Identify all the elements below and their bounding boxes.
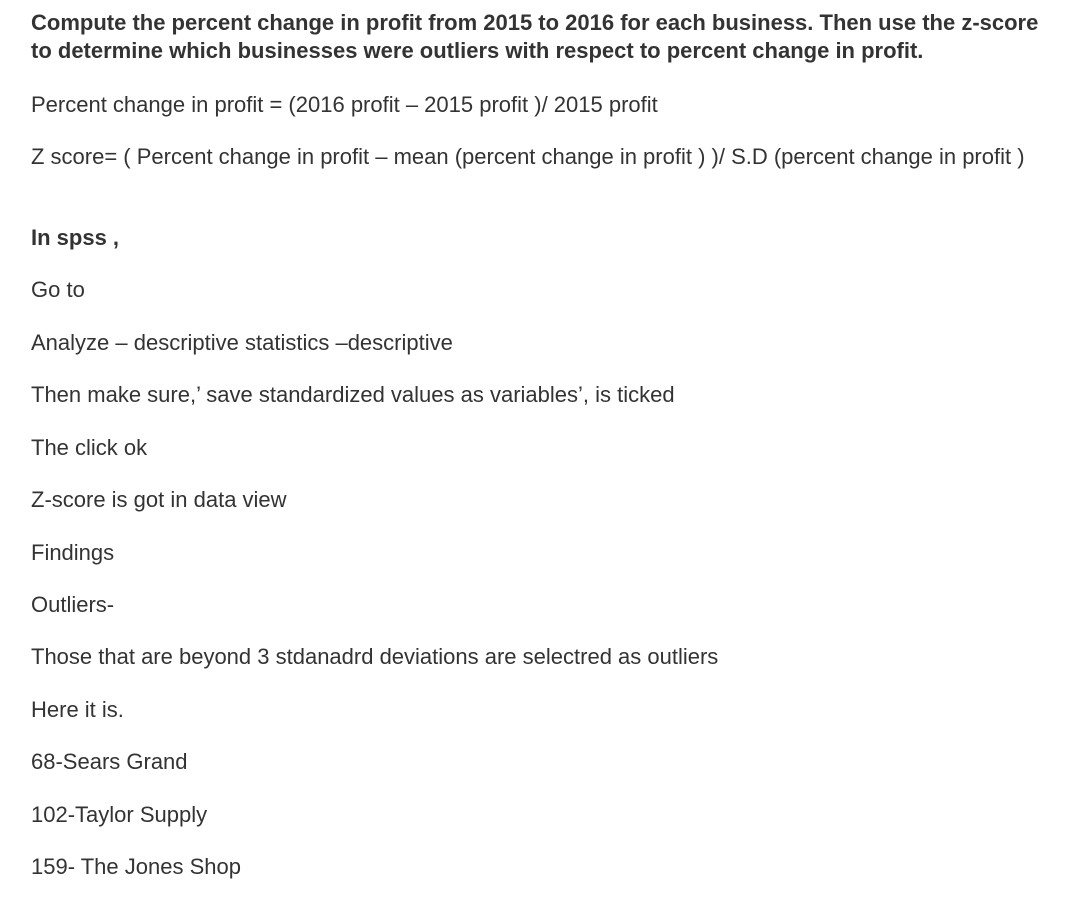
outlier-item: 159- The Jones Shop (31, 854, 241, 879)
z-score-formula: Z score= ( Percent change in profit – mean (percent change in profit ) )/ S.D (percent change in profit ) (31, 144, 1025, 169)
z-score-location-text: Z-score is got in data view (31, 487, 287, 512)
menu-path-text: Analyze – descriptive statistics –descriptive (31, 330, 453, 355)
question-heading: Compute the percent change in profit from 2015 to 2016 for each business. Then use the z-score to determine which businesses were outliers with respect to percent change in profit. (31, 10, 1039, 63)
findings-heading: Findings (31, 540, 115, 565)
here-it-is-text: Here it is. (31, 697, 124, 722)
percent-change-formula: Percent change in profit = (2016 profit – 2015 profit )/ 2015 profit (31, 92, 658, 117)
spss-heading: In spss , (31, 225, 120, 250)
outlier-item: 102-Taylor Supply (31, 802, 208, 827)
outlier-rule-text: Those that are beyond 3 stdanadrd deviations are selectred as outliers (31, 644, 719, 669)
outlier-item: 68-Sears Grand (31, 749, 188, 774)
tick-instruction-text: Then make sure,’ save standardized values as variables’, is ticked (31, 382, 675, 407)
click-ok-text: The click ok (31, 435, 148, 460)
outliers-label: Outliers- (31, 592, 115, 617)
go-to-text: Go to (31, 277, 85, 302)
